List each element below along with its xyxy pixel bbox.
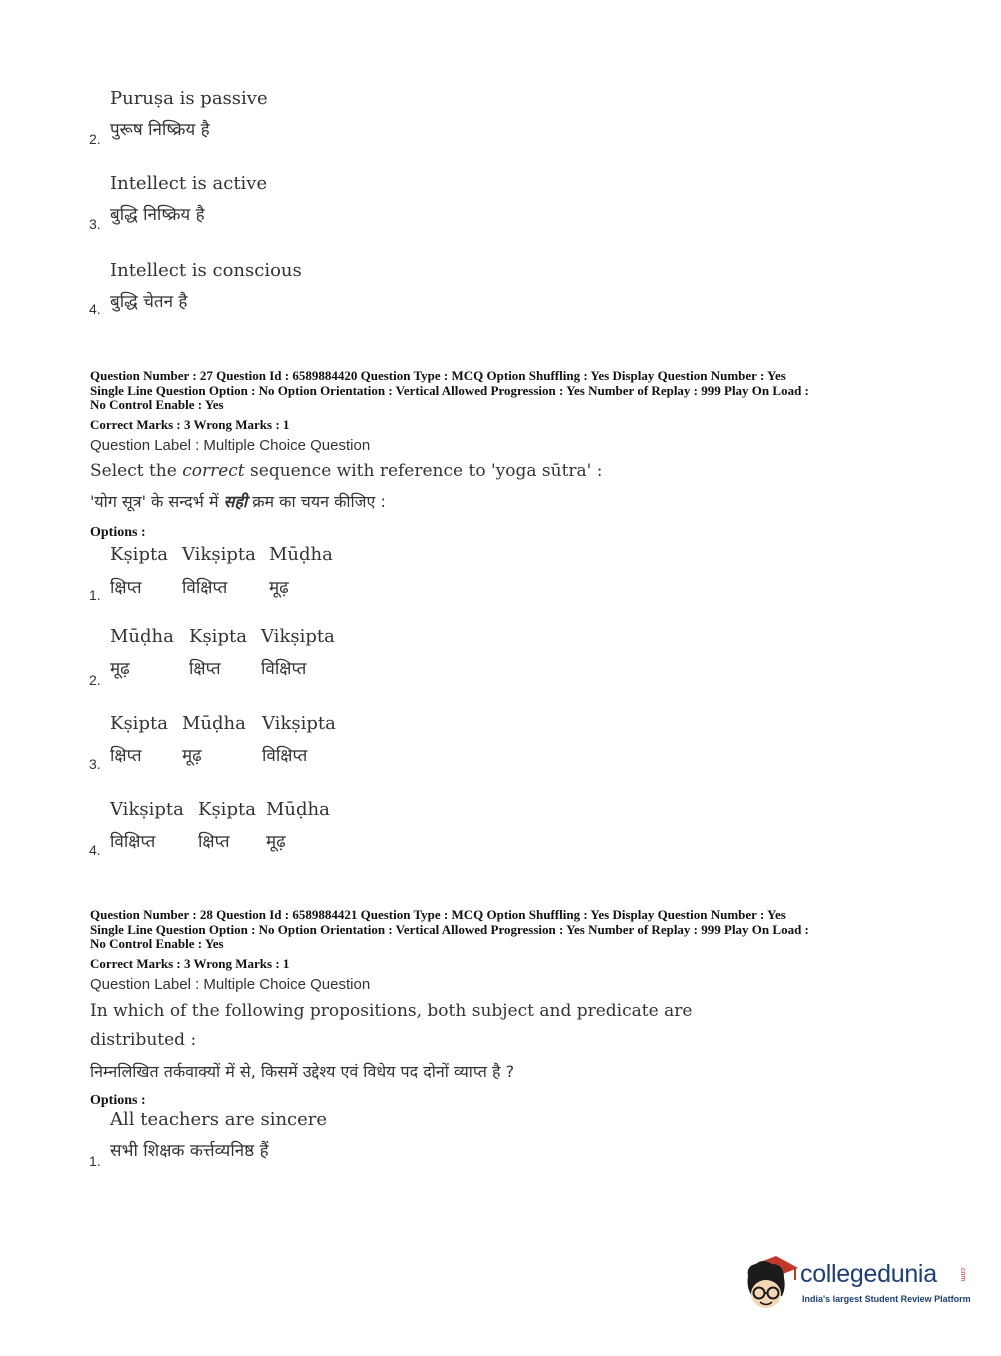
question-marks: Correct Marks : 3 Wrong Marks : 1	[90, 956, 290, 971]
option-number: 1.	[89, 587, 101, 603]
option-text-en: Intellect is conscious	[110, 260, 302, 281]
option-number: 4.	[89, 301, 101, 317]
option-number: 1.	[89, 1153, 101, 1169]
question-label: Question Label : Multiple Choice Question	[90, 437, 371, 454]
option-text-en: Puruṣa is passive	[110, 88, 268, 109]
question-text-en-cont: distributed :	[90, 1030, 197, 1050]
option-number: 3.	[89, 756, 101, 772]
options-label: Options :	[90, 525, 146, 540]
question-text-hi: निम्नलिखित तर्कवाक्यों में से, किसमें उद्देश्य एवं विधेय पद दोनों व्याप्त है ?	[90, 1062, 515, 1081]
option-text-en: Intellect is active	[110, 173, 268, 194]
option-number: 2.	[89, 131, 101, 147]
question-text-en: Select the correct sequence with reference to 'yoga sūtra' :	[90, 461, 603, 481]
collegedunia-logo	[742, 1252, 972, 1314]
logo-tagline: India's largest Student Review Platform	[802, 1294, 971, 1304]
question-text-en: In which of the following propositions, both subject and predicate are	[90, 1001, 693, 1021]
options-label: Options :	[90, 1093, 146, 1108]
question-meta: Question Number : 27 Question Id : 6589884420 Question Type : MCQ Option Shuffling : Yes Display Question Number : Yes Single Line Question Option : No Option Orientation : Vertical Allowed Progression : Yes Number of Replay : 999 Play On Load : No Control Enable : Yes	[90, 368, 809, 412]
logo-suffix: .com	[959, 1266, 966, 1282]
question-marks: Correct Marks : 3 Wrong Marks : 1	[90, 417, 290, 432]
option-text-hi: पुरूष निष्क्रिय है	[110, 120, 210, 140]
question-meta: Question Number : 28 Question Id : 6589884421 Question Type : MCQ Option Shuffling : Yes Display Question Number : Yes Single Line Question Option : No Option Orientation : Vertical Allowed Progression : Yes Number of Replay : 999 Play On Load : No Control Enable : Yes	[90, 907, 809, 951]
option-text-hi: सभी शिक्षक कर्त्तव्यनिष्ठ हैं	[110, 1141, 269, 1161]
logo-wordmark: collegedunia	[800, 1260, 937, 1288]
option-text-en: All teachers are sincere	[110, 1109, 328, 1130]
option-text-hi: बुद्धि चेतन है	[110, 292, 188, 312]
option-number: 3.	[89, 216, 101, 232]
mascot-icon	[742, 1252, 800, 1314]
question-text-hi: 'योग सूत्र' के सन्दर्भ में सही क्रम का चयन कीजिए :	[90, 492, 386, 511]
question-label: Question Label : Multiple Choice Question	[90, 976, 371, 993]
option-text-hi: बुद्धि निष्क्रिय है	[110, 205, 205, 225]
option-number: 2.	[89, 672, 101, 688]
document-page: Puruṣa is passive पुरूष निष्क्रिय है 2. Intellect is active बुद्धि निष्क्रिय है 3. Intellect is conscious बुद्धि चेतन है 4. Question Number : 27 Question Id : 6589884420 Question Type : MCQ Option Shuffling : Yes Display Question Number : Yes Single Line Question Option : No Option Orientation : Vertical Allowed Progression : Yes Number of Replay : 999 Play On Load : No Control Enable : Yes Correct Marks : 3 Wrong Marks : 1 Question Label : Multiple Choice Question Select the correct sequence with reference to 'yoga sūtra' : 'योग सूत्र' के सन्दर्भ में सही क्रम का चयन कीजिए : Options : Kṣipta Vikṣipta Mūḍha क्षिप्त विक्षिप्त मूढ़ 1. Mūḍha Kṣipta Vikṣipta मूढ़ क्षिप्त विक्षिप्त 2. Kṣipta Mūḍha Vikṣipta क्षिप्त मूढ़ विक्षिप्त 3. Vikṣipta Kṣipta Mūḍha विक्षिप्त क्षिप्त मूढ़ 4. Question Number : 28 Question Id : 6589884421 Question Type : MCQ Option Shuffling : Yes Display Question Number : Yes Single Line Question Option : No Option Orientation : Vertical Allowed Progression : Yes Number of Replay : 999 Play On Load : No Control Enable : Yes Correct Marks : 3 Wrong Marks : 1 Question Label : Multiple Choice Question In which of the following propositions, both subject and predicate are distributed : निम्नलिखित तर्कवाक्यों में से, किसमें उद्देश्य एवं विधेय पद दोनों व्याप्त है ? Options : All teachers are sincere सभी शिक्षक कर्त्तव्यनिष्ठ हैं 1. collegedunia .com India's largest Student Review Platform	[0, 0, 1001, 1356]
option-number: 4.	[89, 842, 101, 858]
